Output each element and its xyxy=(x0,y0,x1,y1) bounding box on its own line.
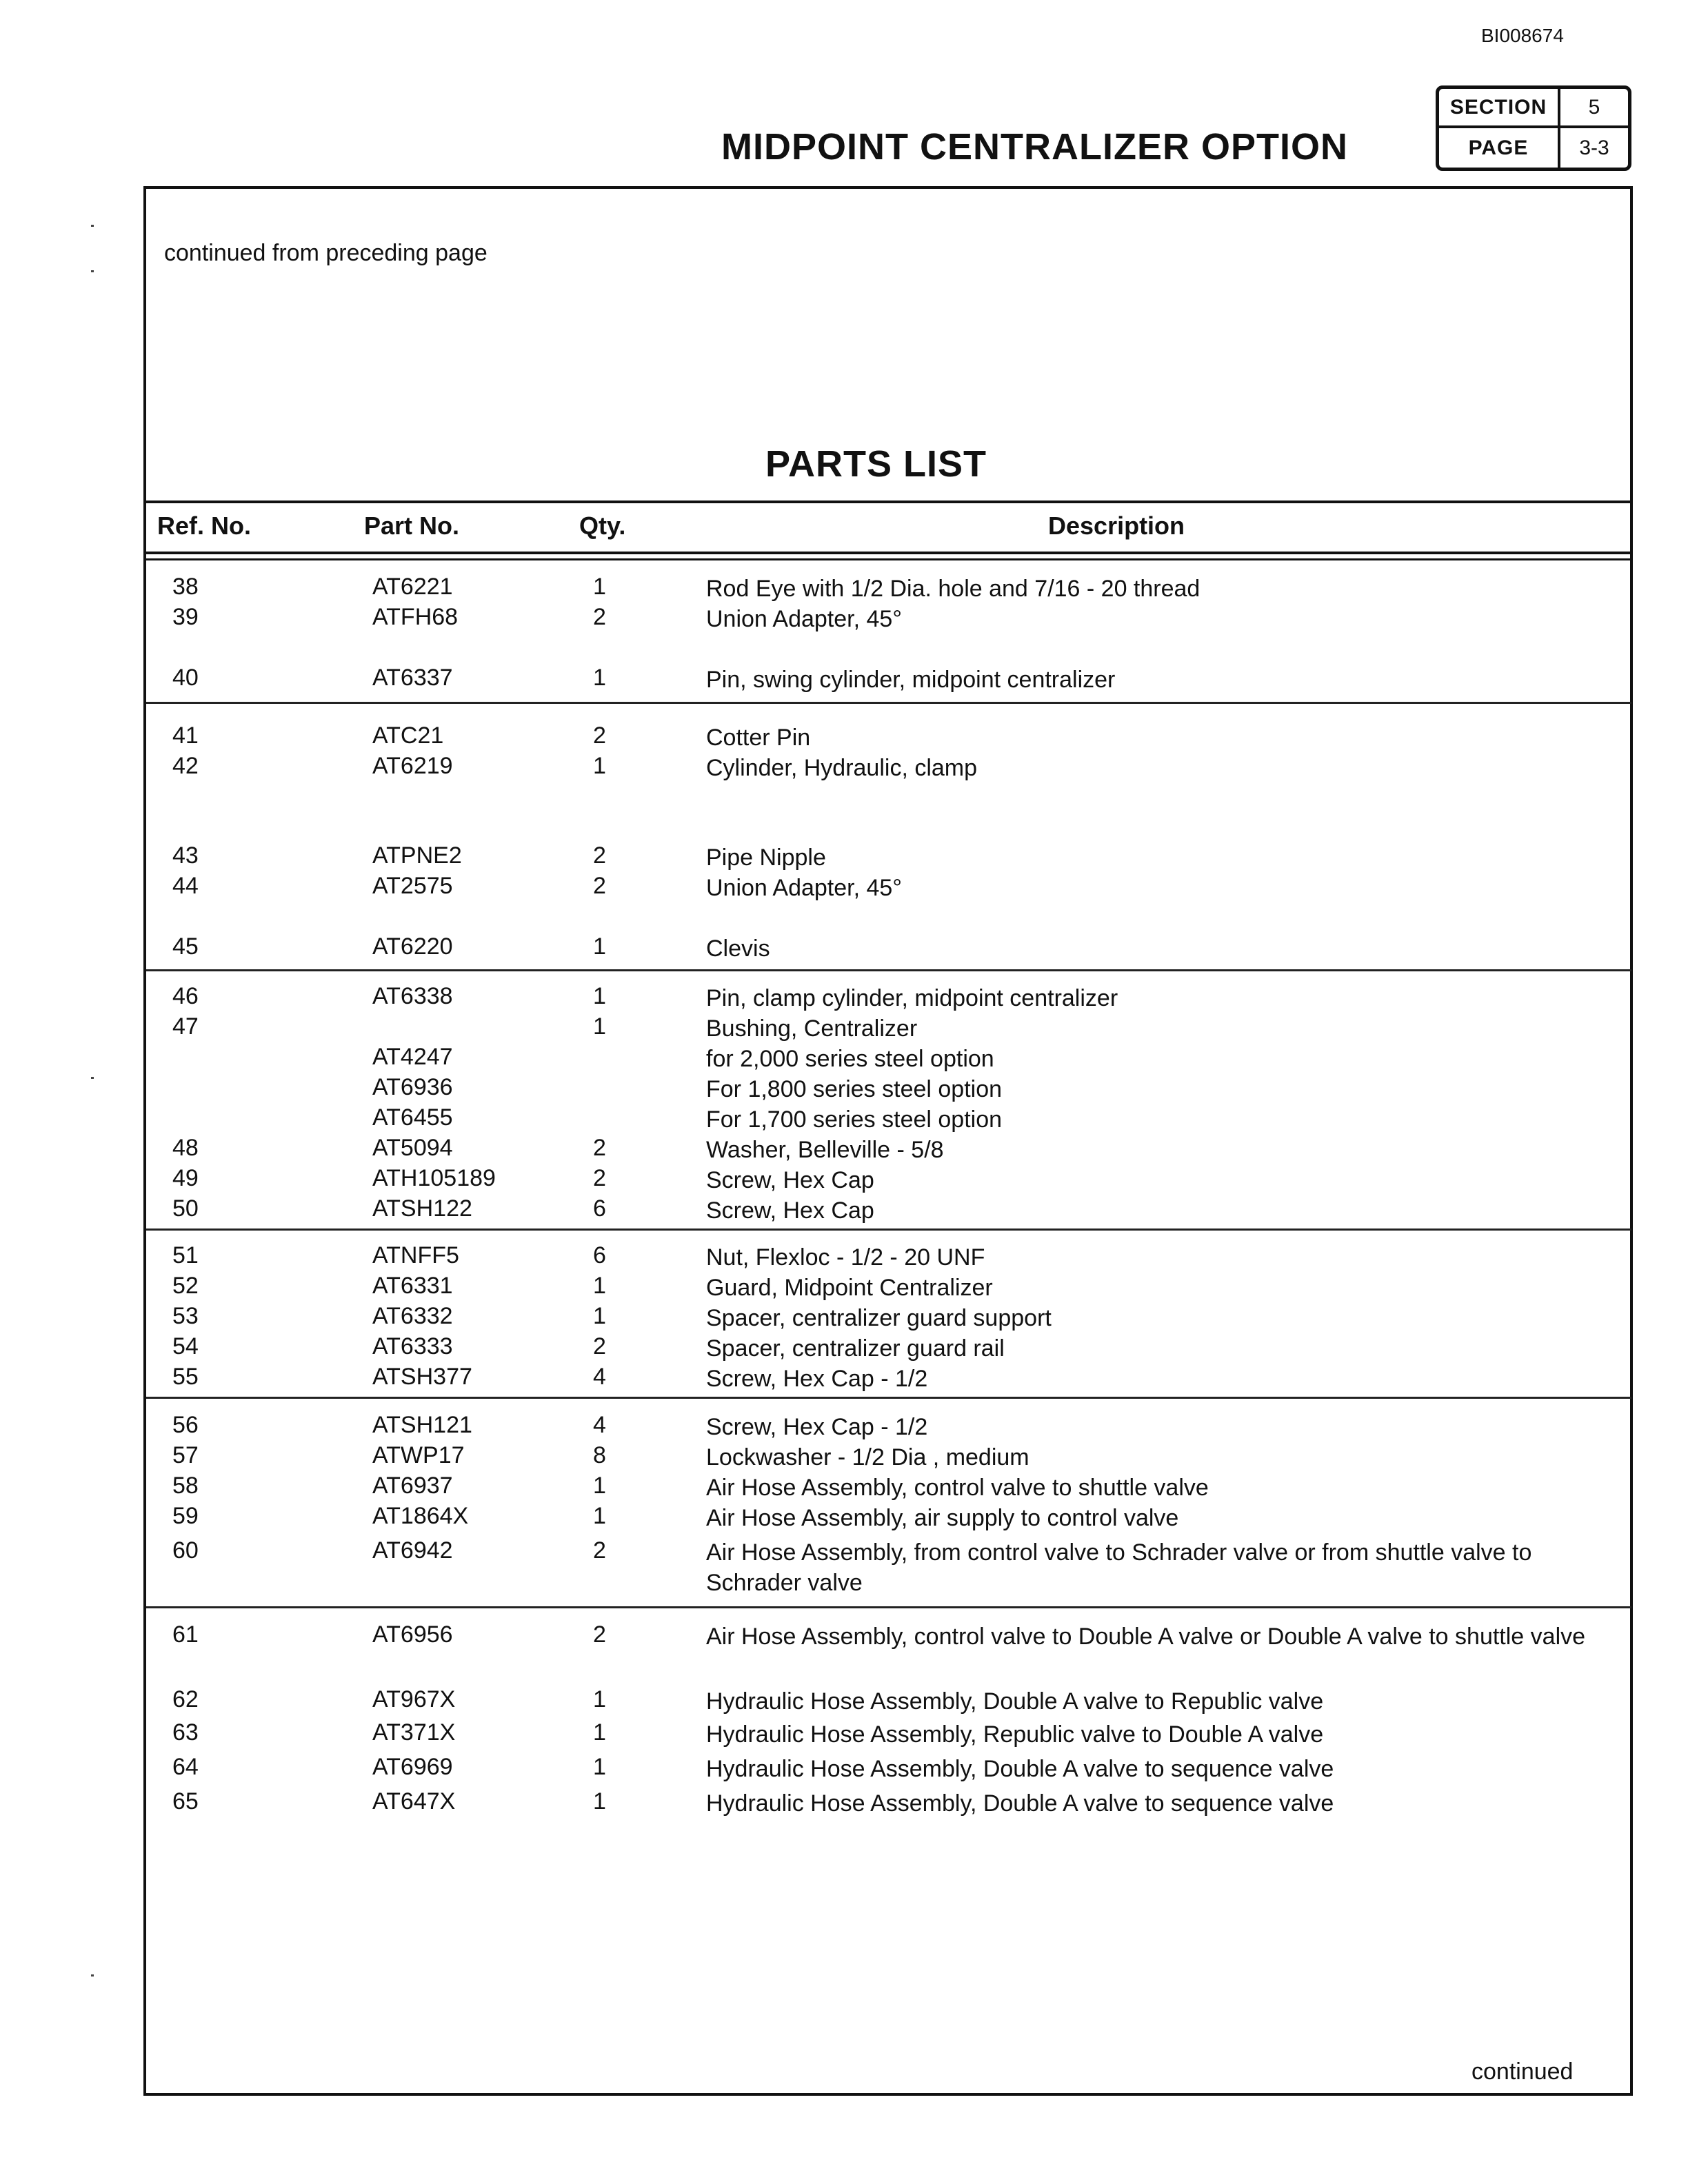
part-no-cell: AT4247 xyxy=(372,1044,453,1070)
table-row xyxy=(0,1195,1688,1226)
qty-cell: 2 xyxy=(593,1621,606,1648)
table-row xyxy=(0,1442,1688,1473)
description-cell: Air Hose Assembly, control valve to Double A valve or Double A valve to shuttle valve xyxy=(706,1624,1586,1650)
qty-cell: 4 xyxy=(593,1364,606,1390)
description-cell: Hydraulic Hose Assembly, Double A valve to sequence valve xyxy=(706,1790,1334,1817)
scan-mark xyxy=(91,1974,94,1976)
ref-no-cell: 59 xyxy=(172,1503,199,1529)
qty-cell: 6 xyxy=(593,1195,606,1222)
description-cell: for 2,000 series steel option xyxy=(706,1046,994,1072)
description-cell: Pin, clamp cylinder, midpoint centralizer xyxy=(706,985,1118,1011)
table-row xyxy=(0,1686,1688,1717)
part-no-cell: AT6338 xyxy=(372,983,453,1009)
description-cell: Clevis xyxy=(706,936,770,962)
table-row xyxy=(0,1788,1688,1819)
part-no-cell: AT6219 xyxy=(372,753,453,779)
scan-mark xyxy=(91,270,94,272)
document-id: BI008674 xyxy=(1481,25,1564,46)
section-page-box xyxy=(1436,85,1631,171)
table-row xyxy=(0,1273,1688,1303)
part-no-cell: AT371X xyxy=(372,1719,456,1746)
table-row xyxy=(0,1754,1688,1784)
qty-cell: 2 xyxy=(593,873,606,899)
ref-no-cell: 52 xyxy=(172,1273,199,1299)
description-cell: Washer, Belleville - 5/8 xyxy=(706,1137,944,1163)
part-no-cell: ATSH377 xyxy=(372,1364,472,1390)
description-cell: Screw, Hex Cap - 1/2 xyxy=(706,1366,928,1392)
table-row xyxy=(0,1242,1688,1273)
ref-no-cell: 64 xyxy=(172,1754,199,1780)
group-separator xyxy=(146,702,1631,704)
description-cell: Hydraulic Hose Assembly, Double A valve to sequence valve xyxy=(706,1756,1334,1782)
part-no-cell: AT6333 xyxy=(372,1333,453,1359)
description-cell: Screw, Hex Cap xyxy=(706,1197,874,1224)
part-no-cell: AT2575 xyxy=(372,873,453,899)
part-no-cell: AT6221 xyxy=(372,574,453,600)
table-row xyxy=(0,983,1688,1013)
part-no-cell: AT967X xyxy=(372,1686,456,1712)
qty-cell: 2 xyxy=(593,842,606,869)
description-cell: Hydraulic Hose Assembly, Republic valve to Double A valve xyxy=(706,1721,1324,1748)
col-part-header: Part No. xyxy=(364,512,460,540)
part-no-cell: ATPNE2 xyxy=(372,842,462,869)
description-cell: For 1,800 series steel option xyxy=(706,1076,1003,1102)
ref-no-cell: 44 xyxy=(172,873,199,899)
col-desc-header: Description xyxy=(1048,512,1185,540)
description-cell: Cotter Pin xyxy=(706,725,811,751)
part-no-cell: AT6937 xyxy=(372,1473,453,1499)
description-cell: Screw, Hex Cap - 1/2 xyxy=(706,1414,928,1440)
table-row xyxy=(0,842,1688,873)
ref-no-cell: 49 xyxy=(172,1165,199,1191)
ref-no-cell: 39 xyxy=(172,604,199,630)
ref-no-cell: 54 xyxy=(172,1333,199,1359)
part-no-cell: ATNFF5 xyxy=(372,1242,459,1268)
part-no-cell: AT6936 xyxy=(372,1074,453,1100)
table-row xyxy=(0,722,1688,753)
qty-cell: 1 xyxy=(593,753,606,779)
qty-cell: 1 xyxy=(593,1503,606,1529)
description-cell: Pin, swing cylinder, midpoint centralizer xyxy=(706,667,1116,693)
col-ref-header: Ref. No. xyxy=(157,512,252,540)
ref-no-cell: 47 xyxy=(172,1013,199,1040)
qty-cell: 1 xyxy=(593,1754,606,1780)
description-cell: Union Adapter, 45° xyxy=(706,606,902,632)
qty-cell: 1 xyxy=(593,574,606,600)
part-no-cell: ATSH122 xyxy=(372,1195,472,1222)
part-no-cell: ATH105189 xyxy=(372,1165,496,1191)
page-value: 3-3 xyxy=(1579,136,1609,159)
description-cell: Bushing, Centralizer xyxy=(706,1015,918,1042)
ref-no-cell: 56 xyxy=(172,1412,199,1438)
description-cell: Air Hose Assembly, from control valve to Schrader valve or from shuttle valve to Schrader valve xyxy=(706,1539,1532,1596)
description-cell: Screw, Hex Cap xyxy=(706,1167,874,1193)
ref-no-cell: 43 xyxy=(172,842,199,869)
table-row xyxy=(0,1621,1688,1652)
description-cell: Union Adapter, 45° xyxy=(706,875,902,901)
qty-cell: 1 xyxy=(593,1788,606,1814)
table-row xyxy=(0,1473,1688,1503)
group-separator xyxy=(146,1606,1631,1608)
qty-cell: 1 xyxy=(593,1273,606,1299)
scan-mark xyxy=(91,1077,94,1079)
part-no-cell: ATWP17 xyxy=(372,1442,465,1468)
part-no-cell: AT5094 xyxy=(372,1135,453,1161)
description-cell: Cylinder, Hydraulic, clamp xyxy=(706,755,978,781)
part-no-cell: ATFH68 xyxy=(372,604,459,630)
qty-cell: 1 xyxy=(593,1473,606,1499)
page-label: PAGE xyxy=(1439,128,1560,168)
qty-cell: 2 xyxy=(593,1135,606,1161)
qty-cell: 2 xyxy=(593,722,606,749)
table-row xyxy=(0,1333,1688,1364)
part-no-cell: AT6220 xyxy=(372,933,453,960)
ref-no-cell: 45 xyxy=(172,933,199,960)
table-row xyxy=(0,1013,1688,1044)
qty-cell: 1 xyxy=(593,1719,606,1746)
table-row xyxy=(0,933,1688,964)
part-no-cell: AT6455 xyxy=(372,1104,453,1131)
page-title: MIDPOINT CENTRALIZER OPTION xyxy=(721,126,1348,168)
qty-cell: 1 xyxy=(593,933,606,960)
ref-no-cell: 58 xyxy=(172,1473,199,1499)
part-no-cell: AT6331 xyxy=(372,1273,453,1299)
table-row xyxy=(0,873,1688,903)
qty-cell: 2 xyxy=(593,1537,606,1564)
ref-no-cell: 62 xyxy=(172,1686,199,1712)
part-no-cell: AT647X xyxy=(372,1788,456,1814)
header-bottom-rule-1 xyxy=(146,552,1631,554)
part-no-cell: AT1864X xyxy=(372,1503,469,1529)
qty-cell: 2 xyxy=(593,1165,606,1191)
ref-no-cell: 60 xyxy=(172,1537,199,1564)
qty-cell: 1 xyxy=(593,1303,606,1329)
table-row xyxy=(0,1503,1688,1533)
table-row xyxy=(0,1364,1688,1394)
qty-cell: 6 xyxy=(593,1242,606,1268)
col-qty-header: Qty. xyxy=(579,512,626,540)
group-separator xyxy=(146,1228,1631,1231)
header-bottom-rule-2 xyxy=(146,558,1631,560)
part-no-cell: AT6332 xyxy=(372,1303,453,1329)
scan-mark xyxy=(91,225,94,227)
part-no-cell: ATSH121 xyxy=(372,1412,472,1438)
ref-no-cell: 46 xyxy=(172,983,199,1009)
description-cell: Guard, Midpoint Centralizer xyxy=(706,1275,993,1301)
table-row xyxy=(0,1165,1688,1195)
description-cell: Spacer, centralizer guard support xyxy=(706,1305,1052,1331)
part-no-cell: AT6956 xyxy=(372,1621,453,1648)
ref-no-cell: 51 xyxy=(172,1242,199,1268)
group-separator xyxy=(146,969,1631,971)
description-cell: For 1,700 series steel option xyxy=(706,1106,1003,1133)
header-top-rule xyxy=(146,501,1631,503)
ref-no-cell: 65 xyxy=(172,1788,199,1814)
ref-no-cell: 63 xyxy=(172,1719,199,1746)
table-row xyxy=(0,665,1688,695)
table-row xyxy=(0,1537,1688,1596)
ref-no-cell: 40 xyxy=(172,665,199,691)
table-row xyxy=(0,1135,1688,1165)
continued-from-note: continued from preceding page xyxy=(164,240,488,266)
description-cell: Rod Eye with 1/2 Dia. hole and 7/16 - 20 thread xyxy=(706,576,1200,602)
qty-cell: 1 xyxy=(593,1686,606,1712)
part-no-cell: AT6942 xyxy=(372,1537,453,1564)
description-cell: Lockwasher - 1/2 Dia , medium xyxy=(706,1444,1029,1470)
qty-cell: 1 xyxy=(593,1013,606,1040)
continued-note: continued xyxy=(1471,2059,1574,2085)
table-row xyxy=(0,604,1688,634)
qty-cell: 4 xyxy=(593,1412,606,1438)
ref-no-cell: 48 xyxy=(172,1135,199,1161)
table-row xyxy=(0,1412,1688,1442)
ref-no-cell: 38 xyxy=(172,574,199,600)
part-no-cell: ATC21 xyxy=(372,722,444,749)
description-cell: Pipe Nipple xyxy=(706,845,826,871)
ref-no-cell: 61 xyxy=(172,1621,199,1648)
description-cell: Nut, Flexloc - 1/2 - 20 UNF xyxy=(706,1244,985,1271)
description-cell: Spacer, centralizer guard rail xyxy=(706,1335,1005,1362)
table-row xyxy=(0,1074,1688,1104)
ref-no-cell: 41 xyxy=(172,722,199,749)
table-row xyxy=(0,753,1688,783)
description-cell: Hydraulic Hose Assembly, Double A valve to Republic valve xyxy=(706,1688,1324,1715)
qty-cell: 1 xyxy=(593,665,606,691)
description-cell: Air Hose Assembly, air supply to control valve xyxy=(706,1505,1179,1531)
ref-no-cell: 57 xyxy=(172,1442,199,1468)
description-cell: Air Hose Assembly, control valve to shuttle valve xyxy=(706,1475,1209,1501)
qty-cell: 2 xyxy=(593,1333,606,1359)
ref-no-cell: 50 xyxy=(172,1195,199,1222)
part-no-cell: AT6969 xyxy=(372,1754,453,1780)
section-value: 5 xyxy=(1560,89,1628,128)
table-row xyxy=(0,1044,1688,1074)
table-row xyxy=(0,1719,1688,1750)
section-label: SECTION xyxy=(1439,89,1560,128)
table-row xyxy=(0,574,1688,604)
part-no-cell: AT6337 xyxy=(372,665,453,691)
qty-cell: 1 xyxy=(593,983,606,1009)
table-row xyxy=(0,1303,1688,1333)
parts-list-title: PARTS LIST xyxy=(765,443,987,485)
qty-cell: 8 xyxy=(593,1442,606,1468)
qty-cell: 2 xyxy=(593,604,606,630)
group-separator xyxy=(146,1397,1631,1399)
ref-no-cell: 55 xyxy=(172,1364,199,1390)
ref-no-cell: 53 xyxy=(172,1303,199,1329)
ref-no-cell: 42 xyxy=(172,753,199,779)
table-row xyxy=(0,1104,1688,1135)
